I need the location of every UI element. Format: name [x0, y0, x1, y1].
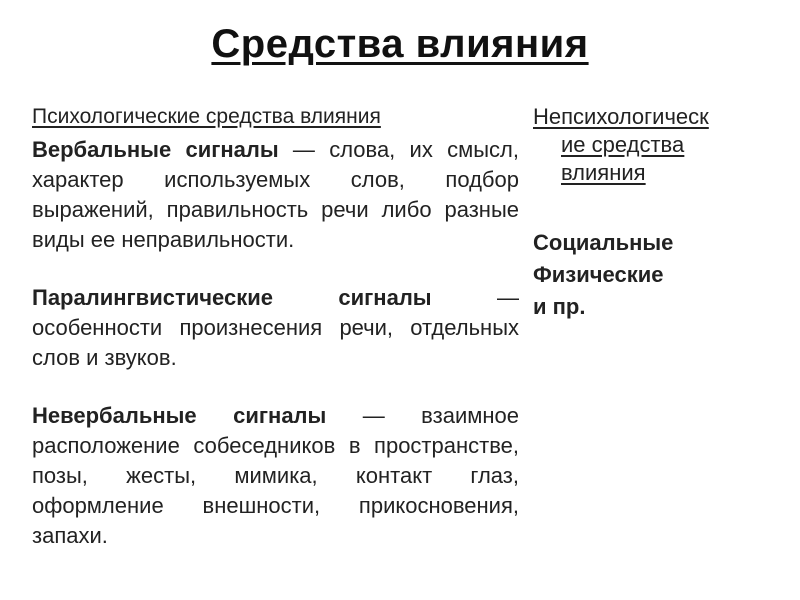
list-item-social: Социальные	[533, 230, 674, 255]
list-item-physical: Физические	[533, 262, 664, 287]
nonverbal-signals-term: Невербальные сигналы	[32, 403, 327, 428]
psychological-column	[32, 103, 519, 551]
non-psychological-heading	[533, 103, 773, 187]
non-psychological-heading-line1: Непсихологическ	[533, 104, 709, 129]
nonverbal-signals-text: — взаимное расположение собеседников в пространстве, позы, жесты, мимика, контакт глаз, оформление внешности, прикосновения, запахи.	[32, 403, 519, 548]
non-psychological-heading-line3: влияния	[561, 160, 646, 185]
paralinguistic-signals-term: Паралингвистические сигналы	[32, 285, 432, 310]
paralinguistic-signals-paragraph	[32, 283, 519, 373]
verbal-signals-term: Вербальные сигналы	[32, 137, 279, 162]
nonverbal-signals-paragraph	[32, 401, 519, 551]
non-psychological-list	[533, 227, 773, 323]
paralinguistic-signals-text: — особенности произнесения речи, отдельных слов и звуков.	[32, 285, 519, 370]
non-psychological-column	[533, 103, 773, 323]
slide-title: Средства влияния	[211, 22, 589, 66]
non-psychological-heading-line2: ие средства	[561, 132, 685, 157]
verbal-signals-text: — слова, их смысл, характер используемых слов, подбор выражений, правильность речи либо разные виды ее неправильности.	[32, 137, 519, 252]
list-item-etc: и пр.	[533, 294, 586, 319]
verbal-signals-paragraph	[32, 135, 519, 255]
psychological-heading: Психологические средства влияния	[32, 105, 381, 128]
